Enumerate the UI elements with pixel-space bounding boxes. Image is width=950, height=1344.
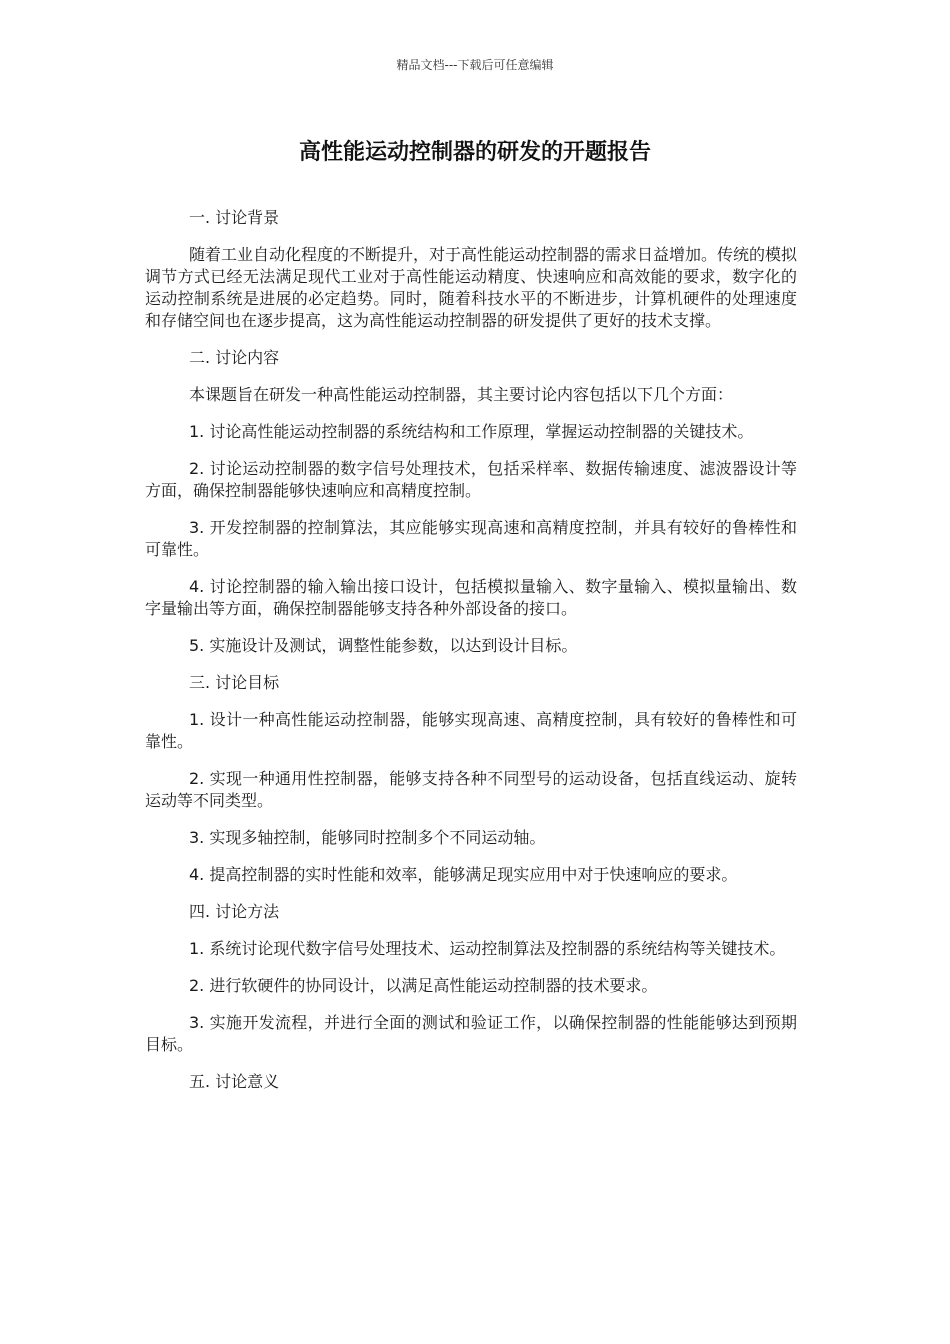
section-heading-background: 一. 讨论背景 [189, 208, 280, 227]
section-heading-methods: 四. 讨论方法 [189, 902, 280, 921]
goal-item-2: 2. 实现一种通用性控制器，能够支持各种不同型号的运动设备，包括直线运动、旋转运动等不同类型。 [145, 769, 797, 810]
section-heading-significance: 五. 讨论意义 [189, 1072, 280, 1091]
content-item-3: 3. 开发控制器的控制算法，其应能够实现高速和高精度控制，并具有较好的鲁棒性和可靠性。 [145, 518, 797, 559]
method-item-2: 2. 进行软硬件的协同设计，以满足高性能运动控制器的技术要求。 [189, 976, 658, 995]
method-item-1: 1. 系统讨论现代数字信号处理技术、运动控制算法及控制器的系统结构等关键技术。 [189, 939, 786, 958]
page-header: 精品文档---下载后可任意编辑 [396, 58, 554, 72]
goal-item-4: 4. 提高控制器的实时性能和效率，能够满足现实应用中对于快速响应的要求。 [189, 865, 738, 884]
paragraph-content-intro: 本课题旨在研发一种高性能运动控制器，其主要讨论内容包括以下几个方面： [189, 385, 734, 404]
method-item-3: 3. 实施开发流程，并进行全面的测试和验证工作，以确保控制器的性能能够达到预期目标。 [145, 1013, 797, 1054]
content-item-1: 1. 讨论高性能运动控制器的系统结构和工作原理，掌握运动控制器的关键技术。 [189, 422, 754, 441]
content-item-5: 5. 实施设计及测试，调整性能参数，以达到设计目标。 [189, 636, 578, 655]
goal-item-1: 1. 设计一种高性能运动控制器，能够实现高速、高精度控制，具有较好的鲁棒性和可靠性。 [145, 710, 797, 751]
document-title: 高性能运动控制器的研发的开题报告 [298, 140, 651, 165]
section-heading-goals: 三. 讨论目标 [189, 673, 280, 692]
document-body [145, 207, 797, 1108]
section-heading-content: 二. 讨论内容 [189, 348, 280, 367]
goal-item-3: 3. 实现多轴控制，能够同时控制多个不同运动轴。 [189, 828, 546, 847]
content-item-2: 2. 讨论运动控制器的数字信号处理技术，包括采样率、数据传输速度、滤波器设计等方面，确保控制器能够快速响应和高精度控制。 [145, 459, 797, 500]
content-item-4: 4. 讨论控制器的输入输出接口设计，包括模拟量输入、数字量输入、模拟量输出、数字量输出等方面，确保控制器能够支持各种外部设备的接口。 [145, 577, 797, 618]
paragraph-background: 随着工业自动化程度的不断提升，对于高性能运动控制器的需求日益增加。传统的模拟调节方式已经无法满足现代工业对于高性能运动精度、快速响应和高效能的要求，数字化的运动控制系统是进展的必定趋势。同时，随着科技水平的不断进步，计算机硬件的处理速度和存储空间也在逐步提高，这为高性能运动控制器的研发提供了更好的技术支撑。 [145, 245, 798, 330]
